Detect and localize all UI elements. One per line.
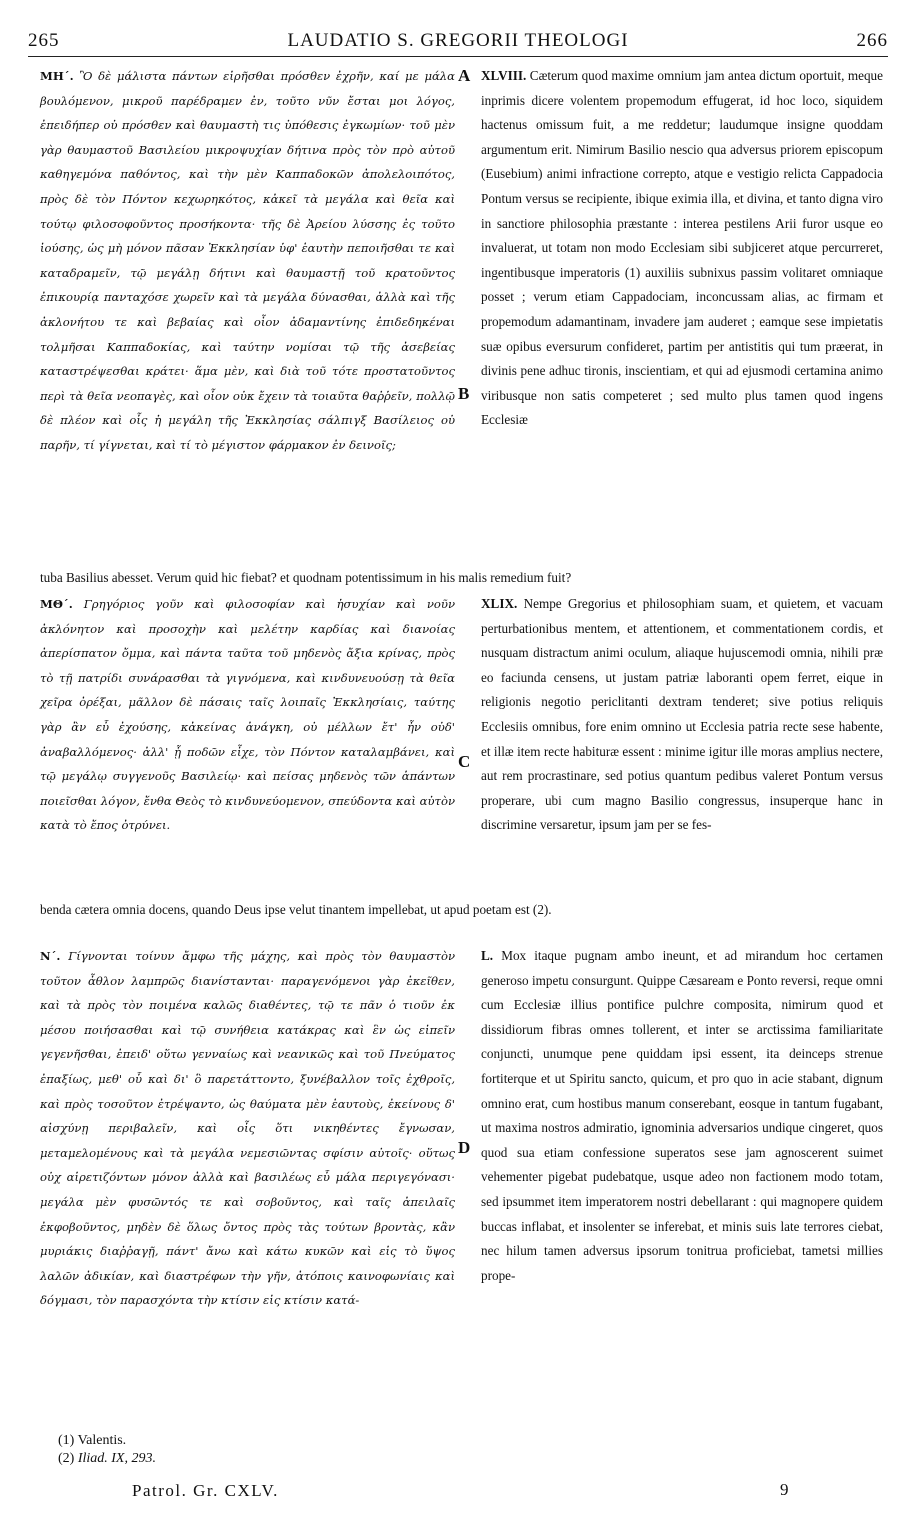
greek-column-section-49 xyxy=(40,592,455,872)
running-header xyxy=(28,30,888,58)
footnote xyxy=(58,1432,126,1450)
greek-paragraph: Γίγνονται τοίνυν ἄμφω τῆς μάχης, καὶ πρὸς τὸν θαυμαστὸν τοῦτον ἆθλον λαμπρῶς διανίστανται· παραγενόμενοι γὰρ ἐκεῖθεν, καὶ τὰ πρὸς τὸν ποιμένα καλῶς διαθέντες, τῷ τε πᾶν ὁ τιοῦν ἐκ μέσου ποιήσασθαι καὶ τῷ συνήθεια κατάκρας καὶ ἓν ὡς εἰπεῖν γεγενῆσθαι, ἐπειδ' οὕτω γενναίως καὶ νεανικῶς καὶ τοῦ Πνεύματος ἐπαξίως, μεθ' οὗ καὶ δι' ὃ παρετάττοντο, ξυνέβαλλον τοῖς ἐχθροῖς, καὶ πρὸς τοσοῦτον ἐτρέψαντο, ὡς θαύματα μὲν ἑαυτοὺς, ἐκείνους δ' αἰσχύνῃ περιβαλεῖν, καὶ οἷς ὅτι νικηθέντες ἔγνωσαν, μεταμελομένους καὶ τὰ μεγάλα νεμεσιῶντας σφίσιν αὐτοῖς· οὕτως οὐχ αἱρετιζόντων μόνον ἀλλὰ καὶ βασιλέως εὖ μάλα περιγεγόνασι· μεγάλα μὲν φυσῶντός τε καὶ σοβοῦντος, καὶ ταῖς ἀπειλαῖς ἐκφοβοῦντος, μηδὲν δὲ ὅλως ὄντος πρὸς τὰς τούτων βροντὰς, κἂν μυριάκις διαῤῥαγῇ, πάντ' ἄνω καὶ κάτω κυκῶν καὶ εἰς τὸ ὕψος λαλῶν ἀδικίαν, καὶ διαστρέφων τὴν γῆν, ἀτόποις καινοφωνίαις καὶ δόγμασι, τὸν παρασχόντα τὴν κτίσιν εἰς κτίσιν κατά- xyxy=(40,949,455,1308)
greek-column-section-50 xyxy=(40,944,455,1444)
latin-paragraph: Nempe Gregorius et philosophiam suam, et quietem, et vacuam perturbationibus mentem, et attentionem, et commentationem cordis, et nusquam distractum animi oculum, aliaque hujuscemodi omnia, nihili præ eo faciunda censens, ut justam patriæ laboranti opem ferret, eique in religionis negotio periclitanti dextram tenderet; sive potius reliquis Ecclesiis omnibus, fore enim omnino ut Ecclesia patria recte sese habente, et illæ item recte habituræ essent : minime igitur ille moras amplius nectere, aut rem procrastinare, sed potius quantum pedibus valeret Pontum versus properare, ubi cum magno Basilio congressus, insuperque hanc in discrimine versaretur, ipsum jam per se fes- xyxy=(481,596,883,833)
header-rule xyxy=(28,56,888,57)
footnote-number: (2) xyxy=(58,1451,75,1466)
section-label-latin: XLVIII. xyxy=(481,68,527,83)
page-number-right: 266 xyxy=(856,30,888,51)
page-number-left: 265 xyxy=(28,30,60,51)
latin-paragraph: Mox itaque pugnam ambo ineunt, et ad mirandum hoc certamen generoso impetu consurgunt. Quippe Cæsaream e Ponto reversi, reque omni cum Ecclesiæ illius pontifice pulchre composita, nimirum quod et dissidiorum fibras omnes tollerent, et inter se arctissima familiaritate conjuncti, unumque pene quiddam ipsi essent, ita deinceps strenue fortiterque et ut Spiritu sancto, quicum, et pro quo in acie stabant, dignum omnino erat, cum hostibus manum conserebant, eosque in tantum fugabant, ut maxima nostros admiratio, ignominia adversarios undique cingeret, quos quod sua etiam confessione superatos sese jam agnoscerent suimet vehementer pigebat pudebatque, usque adeo non factionem modo totam, sed ipsummet item imperatorem nostri debellarant : qui magnopere quidem buccas inflabat, et insolenter se inferebat, et minis suis late terrores ciebat, nec hilum tamen adversus ipsorum tonitrua proficiebat, tametsi millies prope- xyxy=(481,948,883,1283)
bridge-line: benda cætera omnia docens, quando Deus ipse velut tinantem impellebat, ut apud poetam est (2). xyxy=(40,902,552,917)
printer-signature: Patrol. Gr. CXLV. xyxy=(132,1481,279,1500)
footnote xyxy=(58,1450,156,1468)
margin-letter: D xyxy=(458,1138,471,1157)
margin-letter: A xyxy=(458,66,471,85)
greek-paragraph: Ὃ δὲ μάλιστα πάντων εἰρῆσθαι πρόσθεν ἐχρῆν, καί με μάλα βουλόμενον, μικροῦ παρέδραμεν ἐν, τοῦτο νῦν ἔσται μοι λόγος, ἐπειδήπερ οὐ πρόσθεν καὶ θαυμαστὴ τις ὑπόθεσις ἐγκωμίων· τοῦ μὲν γὰρ θαυμαστοῦ Βασιλείου μικροψυχίαν δήτινα πρὸς τὸν πρὸ αὐτοῦ καθηγεμόνα παθόντος, καὶ τὴν μὲν Καππαδοκῶν ἀπολελοιπότος, πρὸς δὲ τὸν Πόντον κεχωρηκότος, κἀκεῖ τὰ μεγάλα καὶ θεῖα καὶ τούτῳ φιλοσοφοῦντος προσήκοντα· τῆς δὲ Ἀρείου λύσσης ἐς τοῦτο ἰούσης, ὡς μὴ μόνον πᾶσαν Ἐκκλησίαν ὑφ' ἑαυτὴν πεποιῆσθαι τε καὶ καταδραμεῖν, τῷ μεγάλῃ δήτινι καὶ θαυμαστῇ τοῦ κρατοῦντος ἐπικουρίᾳ πανταχόσε χωρεῖν καὶ τὰ μεγάλα δύνασθαι, ἀλλὰ καὶ τῆς ἀκλονήτου τε καὶ βεβαίας καὶ οἷον ἀδαμαντίνης ἐπιδεδηκέναι τολμῆσαι Καππαδοκίας, καὶ ταύτην νομίσαι τῷ τῆς ἀσεβείας καταστρέψεσθαι κράτει· ἅμα μὲν, καὶ διὰ τοῦ τότε προστατοῦντος περὶ τὰ θεῖα νεοπαγὲς, καὶ οἷον οὐκ ἔχειν τὰ τοιαῦτα θαῤῥεῖν, πολλῷ δὲ πλέον καὶ οἷς ἡ μεγάλη τῆς Ἐκκλησίας σάλπιγξ Βασίλειος οὐ παρῆν, τί γίγνεται, καὶ τί τὸ μέγιστον φάρμακον ἐν δεινοῖς; xyxy=(40,69,455,452)
section-label-greek: Ν΄. xyxy=(40,949,61,963)
latin-column-section-48 xyxy=(481,64,883,569)
latin-paragraph: Cæterum quod maxime omnium jam antea dictum oportuit, meque inprimis dicere volentem propemodum effugerat, id hoc loco, siquidem hactenus omissum fuit, a me reddetur; laudumque insigne quoddam argumentum erit. Nimirum Basilio nescio qua adversus priorem episcopum (Eusebium) animi infractione correpto, atque e vestigio relicta Cappadocia Pontum versus se recipiente, ibique eximia illa, et divina, et tanto digna viro in sanctiore philosophia præstante : interea pestilens Arii furor usque eo invaluerat, ut totam non modo Ecclesiam sibi subjiceret atque percurreret, ingentibusque imperatoris (1) auxiliis subnixus passim volitaret omniaque posset ; verum etiam Cappadociam, inconcussam alias, ac firmam et propemodum adamantinam, invadere jam auderet ; eamque sese impietatis suæ opibus eversurum confideret, partim per antistitis qui tum præerat, in divinis pene adhuc tironis, inscientiam, et qui ad ejusmodi certamina animo viribusque non satis competeret ; sed multo plus tamen quod ingens Ecclesiæ xyxy=(481,68,883,428)
running-title: LAUDATIO S. GREGORII THEOLOGI xyxy=(287,30,629,51)
latin-column-section-49 xyxy=(481,592,883,872)
greek-column-section-48 xyxy=(40,64,455,569)
latin-column-section-50 xyxy=(481,944,883,1444)
greek-paragraph: Γρηγόριος γοῦν καὶ φιλοσοφίαν καὶ ἡσυχίαν καὶ νοῦν ἀκλόνητον καὶ προσοχὴν καὶ μελέτην καρδίας καὶ διανοίας ἀπερίσπατον ὄμμα, καὶ πάντα ταῦτα τοῦ μηδενὸς ἄξια κρίνας, πρὸς τὸ τῇ πατρίδι συνάρασθαι τὰ γιγνόμενα, καὶ κινδυνευούσῃ τὰ θεῖα χεῖρα ὀρέξαι, μᾶλλον δὲ πάσαις ταῖς λοιπαῖς Ἐκκλησίαις, ταύτης γὰρ ἂν εὖ ἐχούσης, κἀκείνας ἀνάγκη, οὐ μέλλων ἔτ' ἦν οὐδ' ἀναβαλλόμενος· ἀλλ' ᾗ ποδῶν εἶχε, τὸν Πόντον καταλαμβάνει, καὶ τῷ μεγάλῳ συγγενοῦς Βασιλείῳ· καὶ πείσας μηδενὸς τῶν ἁπάντων ποιεῖσθαι λόγον, ἔνθα Θεὸς τὸ κινδυνεύομενον, σπεύδοντα καὶ αὐτὸν κατὰ τὸ ἔπος ὀτρύνει. xyxy=(40,597,455,833)
section-label-greek: ΜΗ΄. xyxy=(40,69,74,83)
footnote-text: Valentis. xyxy=(77,1433,127,1448)
footnote-number: (1) xyxy=(58,1433,75,1448)
section-label-latin: XLIX. xyxy=(481,596,518,611)
bridge-line: tuba Basilius abesset. Verum quid hic fiebat? et quodnam potentissimum in his malis remedium fuit? xyxy=(40,570,572,585)
section-label-latin: L. xyxy=(481,948,494,963)
section-label-greek: ΜΘ΄. xyxy=(40,597,73,611)
margin-letter: C xyxy=(458,752,471,771)
margin-letter: B xyxy=(458,384,470,403)
sheet-number: 9 xyxy=(780,1480,789,1499)
footnote-text: Iliad. IX, 293. xyxy=(77,1451,156,1466)
